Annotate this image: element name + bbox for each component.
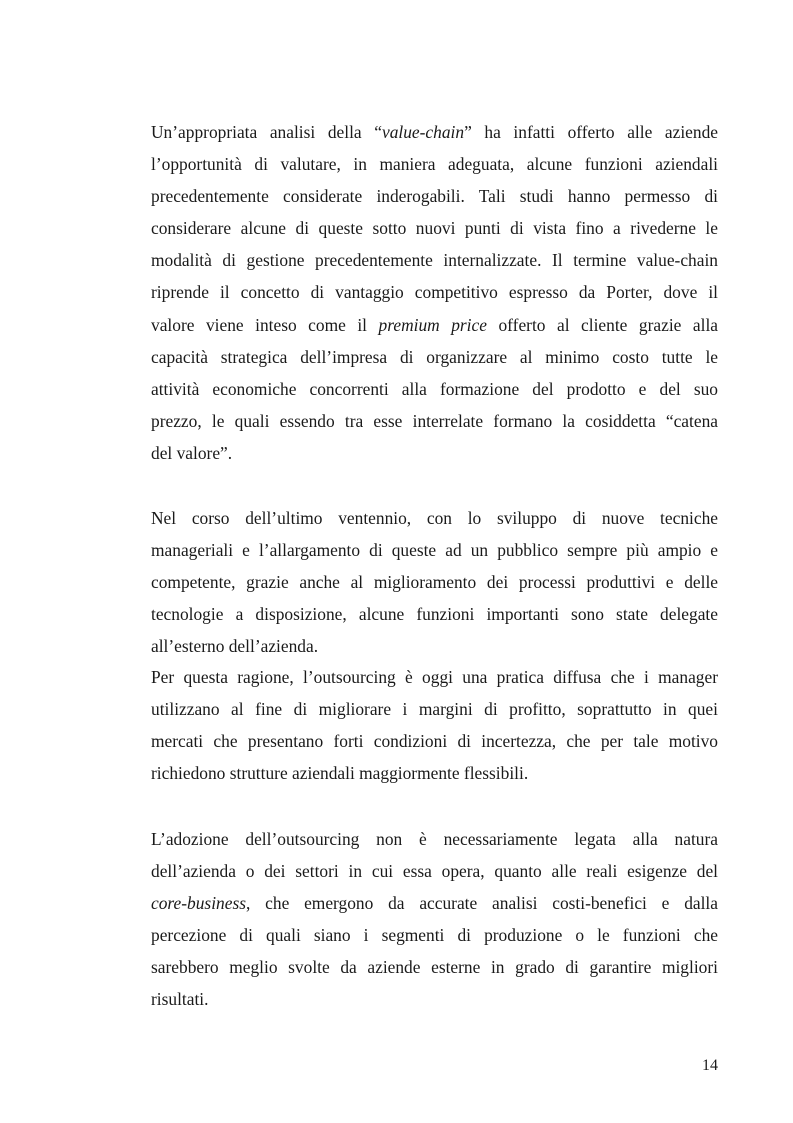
text-line — [151, 276, 718, 308]
text-run: tecnologie a disposizione, alcune funzioni importanti sono state delegate — [151, 604, 718, 625]
italic-term: value-chain — [381, 122, 465, 142]
text-run: considerare alcune di queste sotto nuovi punti di vista fino a rivederne le — [151, 218, 718, 239]
text-line — [151, 148, 718, 180]
text-line — [151, 630, 718, 662]
text-run: Nel corso dell’ultimo ventennio, con lo sviluppo di nuove tecniche — [151, 508, 718, 528]
italic-term: premium price — [378, 314, 487, 335]
text-run: , che emergono da accurate analisi costi-benefici e dalla — [246, 893, 718, 914]
text-line — [151, 212, 718, 244]
text-line — [151, 341, 718, 373]
text-line — [151, 502, 718, 534]
text-run: riprende il concetto di vantaggio competitivo espresso da Porter, dove il — [151, 282, 718, 303]
text-line — [151, 373, 718, 405]
text-run: manageriali e l’allargamento di queste ad un pubblico sempre più ampio e — [151, 540, 718, 561]
text-run: competente, grazie anche al miglioramento dei processi produttivi e delle — [151, 572, 718, 593]
text-line — [151, 116, 718, 148]
paragraph-managerial-techniques — [151, 502, 718, 662]
text-run: ” ha infatti offerto alle aziende — [464, 122, 718, 142]
text-run: risultati. — [151, 989, 209, 1010]
text-line — [151, 757, 718, 789]
text-line — [151, 823, 718, 855]
text-line — [151, 983, 718, 1015]
paragraph-outsourcing-practice — [151, 661, 718, 789]
text-run: valore viene inteso come il — [151, 314, 379, 335]
text-run: dell’azienda o dei settori in cui essa opera, quanto alle reali esigenze del — [151, 861, 718, 882]
paragraph-value-chain — [151, 116, 718, 469]
text-run: offerto al cliente grazie alla — [486, 314, 718, 335]
paragraph-outsourcing-adoption — [151, 823, 718, 1016]
text-line — [151, 951, 718, 983]
text-line — [151, 725, 718, 757]
text-line — [151, 566, 718, 598]
text-run: del valore”. — [151, 442, 233, 463]
text-line — [151, 693, 718, 725]
text-run: prezzo, le quali essendo tra esse interrelate formano la cosiddetta “catena — [151, 410, 718, 431]
italic-term: core-business — [151, 893, 246, 914]
text-run: richiedono strutture aziendali maggiormente flessibili. — [151, 763, 529, 784]
text-run: utilizzano al fine di migliorare i margini di profitto, soprattutto in quei — [151, 699, 718, 720]
page-number: 14 — [702, 1057, 718, 1074]
text-line — [151, 661, 718, 693]
text-line — [151, 180, 718, 212]
text-run: Un’appropriata analisi della “ — [151, 122, 382, 142]
text-run: all’esterno dell’azienda. — [151, 636, 319, 657]
text-run: precedentemente considerate inderogabili. Tali studi hanno permesso di — [151, 186, 718, 207]
text-run: Per questa ragione, l’outsourcing è oggi una pratica diffusa che i manager — [151, 667, 718, 687]
text-line — [151, 598, 718, 630]
text-run: modalità di gestione precedentemente internalizzate. Il termine value-chain — [151, 250, 718, 271]
text-line — [151, 855, 718, 887]
text-line — [151, 437, 718, 469]
text-line — [151, 405, 718, 437]
text-line — [151, 919, 718, 951]
text-run: mercati che presentano forti condizioni di incertezza, che per tale motivo — [151, 731, 718, 752]
text-line — [151, 309, 718, 341]
text-line — [151, 244, 718, 276]
text-run: sarebbero meglio svolte da aziende esterne in grado di garantire migliori — [151, 957, 718, 978]
text-line — [151, 887, 718, 919]
text-run: L’adozione dell’outsourcing non è necessariamente legata alla natura — [151, 829, 718, 849]
text-run: attività economiche concorrenti alla formazione del prodotto e del suo — [151, 378, 718, 399]
text-run: percezione di quali siano i segmenti di produzione o le funzioni che — [151, 925, 718, 946]
text-run: l’opportunità di valutare, in maniera adeguata, alcune funzioni aziendali — [151, 154, 718, 175]
text-line — [151, 534, 718, 566]
text-run: capacità strategica dell’impresa di organizzare al minimo costo tutte le — [151, 346, 718, 367]
